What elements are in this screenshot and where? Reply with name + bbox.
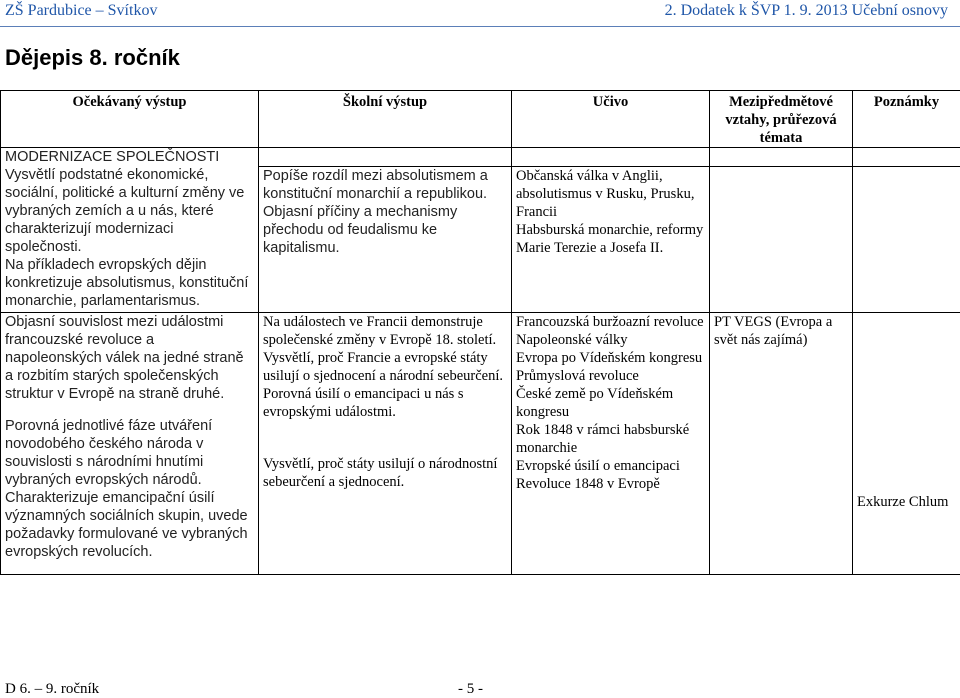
row2-output-item: Objasní souvislost mezi událostmi francouzské revoluce a napoleonských válek na jedné straně a rozbitím starých společenských struktur v Evropě na straně druhé. xyxy=(5,313,254,403)
row2-school-item: Na událostech ve Francii demonstruje společenské změny v Evropě 18. století. xyxy=(263,313,507,349)
row2-output-item: Porovná jednotlivé fáze utváření novodobého českého národa v souvislosti s národními hnutími vybraných evropských národů. xyxy=(5,417,254,489)
row1-school-item: Objasní příčiny a mechanismy přechodu od feudalismu ke kapitalismu. xyxy=(263,203,507,257)
row2-subject-item: Rok 1848 v rámci habsburské monarchie xyxy=(516,421,705,457)
row2-output-item: Charakterizuje emancipační úsilí významných sociálních skupin, uvede požadavky formulované ve vybraných evropských revolucích. xyxy=(5,489,254,561)
row1-school-output xyxy=(259,166,512,312)
row2-school-item: Porovná úsilí o emancipaci u nás s evropskými událostmi. xyxy=(263,385,507,421)
table-row xyxy=(1,312,960,574)
table-header-row xyxy=(1,91,960,148)
row1-output-item: Na příkladech evropských dějin konkretizuje absolutismus, konstituční monarchie, parlamentarismus. xyxy=(5,256,254,310)
row1-notes xyxy=(853,166,960,312)
curriculum-table xyxy=(0,90,960,575)
header-school-name: ZŠ Pardubice – Svítkov xyxy=(5,2,157,20)
row1-subject-matter xyxy=(512,166,710,312)
row2-school-item: Vysvětlí, proč Francie a evropské státy usilují o sjednocení a národní sebeurčení. xyxy=(263,349,507,385)
header-notes: Poznámky xyxy=(853,91,960,148)
row2-subject-item: České země po Vídeňském kongresu xyxy=(516,385,705,421)
row2-subject-item: Napoleonské války xyxy=(516,331,705,349)
footer-page-number: - 5 - xyxy=(458,681,483,698)
header-subject-matter: Učivo xyxy=(512,91,710,148)
section-row xyxy=(1,148,960,167)
row2-subject-item: Francouzská buržoazní revoluce xyxy=(516,313,705,331)
header-cross-curricular: Mezipředmětové vztahy, průřezová témata xyxy=(710,91,853,148)
footer-grade-range: D 6. – 9. ročník xyxy=(5,681,99,698)
row2-notes: Exkurze Chlum xyxy=(853,312,960,574)
row1-output-item: Vysvětlí podstatné ekonomické, sociální, politické a kulturní změny ve vybraných zemích a u nás, které charakterizují modernizaci společnosti. xyxy=(5,166,254,256)
table-row xyxy=(1,166,960,312)
row1-expected-output xyxy=(1,166,259,312)
row2-expected-output xyxy=(1,312,259,574)
row2-subject-item: Revoluce 1848 v Evropě xyxy=(516,475,705,493)
row2-school-output xyxy=(259,312,512,574)
page-title: Dějepis 8. ročník xyxy=(5,45,180,71)
section-title: MODERNIZACE SPOLEČNOSTI xyxy=(1,148,259,167)
row2-subject-item: Průmyslová revoluce xyxy=(516,367,705,385)
row2-subject-matter xyxy=(512,312,710,574)
page-header xyxy=(0,0,960,26)
row2-subject-item: Evropa po Vídeňském kongresu xyxy=(516,349,705,367)
row2-school-item: Vysvětlí, proč státy usilují o národnostní sebeurčení a sjednocení. xyxy=(263,455,507,491)
row1-cross-curricular xyxy=(710,166,853,312)
row2-subject-item: Evropské úsilí o emancipaci xyxy=(516,457,705,475)
row1-subject-item: Habsburská monarchie, reformy Marie Terezie a Josefa II. xyxy=(516,221,705,257)
row1-subject-item: Občanská válka v Anglii, absolutismus v Rusku, Prusku, Francii xyxy=(516,167,705,221)
header-school-output: Školní výstup xyxy=(259,91,512,148)
header-expected-output: Očekávaný výstup xyxy=(1,91,259,148)
row1-school-item: Popíše rozdíl mezi absolutismem a konstituční monarchií a republikou. xyxy=(263,167,507,203)
header-rule xyxy=(0,26,960,27)
header-document-title: 2. Dodatek k ŠVP 1. 9. 2013 Učební osnovy xyxy=(665,2,948,20)
row2-cross-curricular: PT VEGS (Evropa a svět nás zajímá) xyxy=(710,312,853,574)
